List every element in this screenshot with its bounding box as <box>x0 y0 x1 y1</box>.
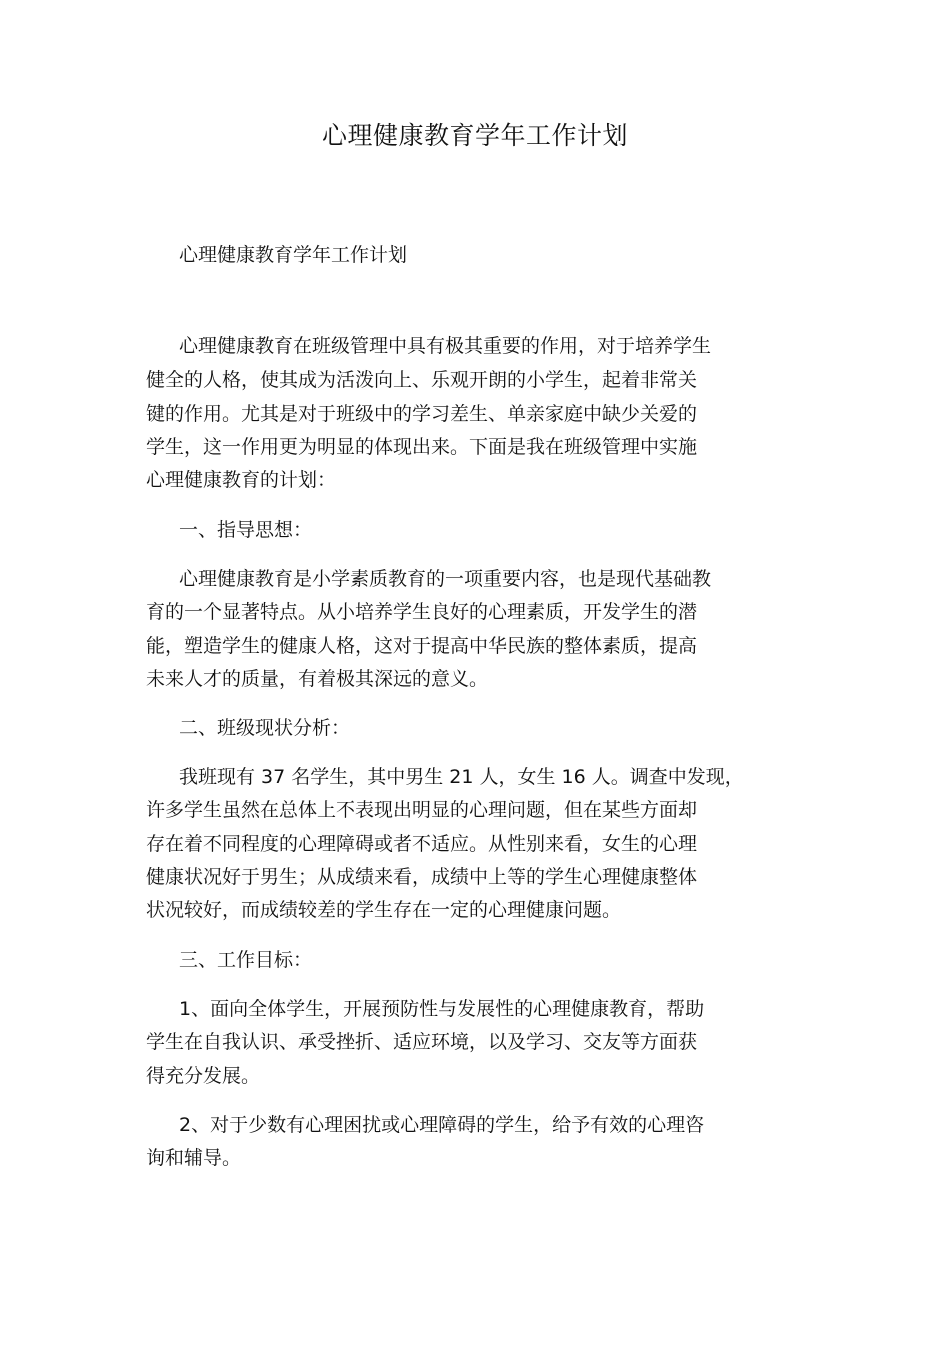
intro-line: 健全的人格，使其成为活泼向上、乐观开朗的小学生，起着非常关 <box>146 369 698 391</box>
section2-line: 健康状况好于男生；从成绩来看，成绩中上等的学生心理健康整体 <box>146 866 698 888</box>
goal2-line: 询和辅导。 <box>146 1147 242 1169</box>
goal1-line: 1、面向全体学生，开展预防性与发展性的心理健康教育，帮助 <box>179 998 705 1020</box>
section2-line: 状况较好，而成绩较差的学生存在一定的心理健康问题。 <box>146 899 622 921</box>
section-heading-guiding-thought: 一、指导思想： <box>179 519 313 541</box>
section1-line: 能，塑造学生的健康人格，这对于提高中华民族的整体素质，提高 <box>146 635 698 657</box>
section2-line: 我班现有 37 名学生，其中男生 21 人，女生 16 人。调查中发现， <box>179 766 744 788</box>
section1-line: 未来人才的质量，有着极其深远的意义。 <box>146 668 489 690</box>
goal1-line: 得充分发展。 <box>146 1065 261 1087</box>
section2-line: 存在着不同程度的心理障碍或者不适应。从性别来看，女生的心理 <box>146 833 698 855</box>
goal2-line: 2、对于少数有心理困扰或心理障碍的学生，给予有效的心理咨 <box>179 1114 705 1136</box>
goal1-line: 学生在自我认识、承受挫折、适应环境，以及学习、交友等方面获 <box>146 1031 698 1053</box>
section2-line: 许多学生虽然在总体上不表现出明显的心理问题，但在某些方面却 <box>146 799 698 821</box>
section1-line: 心理健康教育是小学素质教育的一项重要内容，也是现代基础教 <box>179 568 712 590</box>
document-title: 心理健康教育学年工作计划 <box>321 121 628 150</box>
document-subtitle: 心理健康教育学年工作计划 <box>179 244 408 266</box>
section-heading-class-analysis: 二、班级现状分析： <box>179 717 351 739</box>
intro-line: 学生，这一作用更为明显的体现出来。下面是我在班级管理中实施 <box>146 436 698 458</box>
section-heading-work-goals: 三、工作目标： <box>179 949 313 971</box>
intro-line: 心理健康教育的计划： <box>146 469 337 491</box>
intro-line: 键的作用。尤其是对于班级中的学习差生、单亲家庭中缺少关爱的 <box>146 403 698 425</box>
intro-line: 心理健康教育在班级管理中具有极其重要的作用，对于培养学生 <box>179 335 712 357</box>
section1-line: 育的一个显著特点。从小培养学生良好的心理素质，开发学生的潜 <box>146 601 698 623</box>
